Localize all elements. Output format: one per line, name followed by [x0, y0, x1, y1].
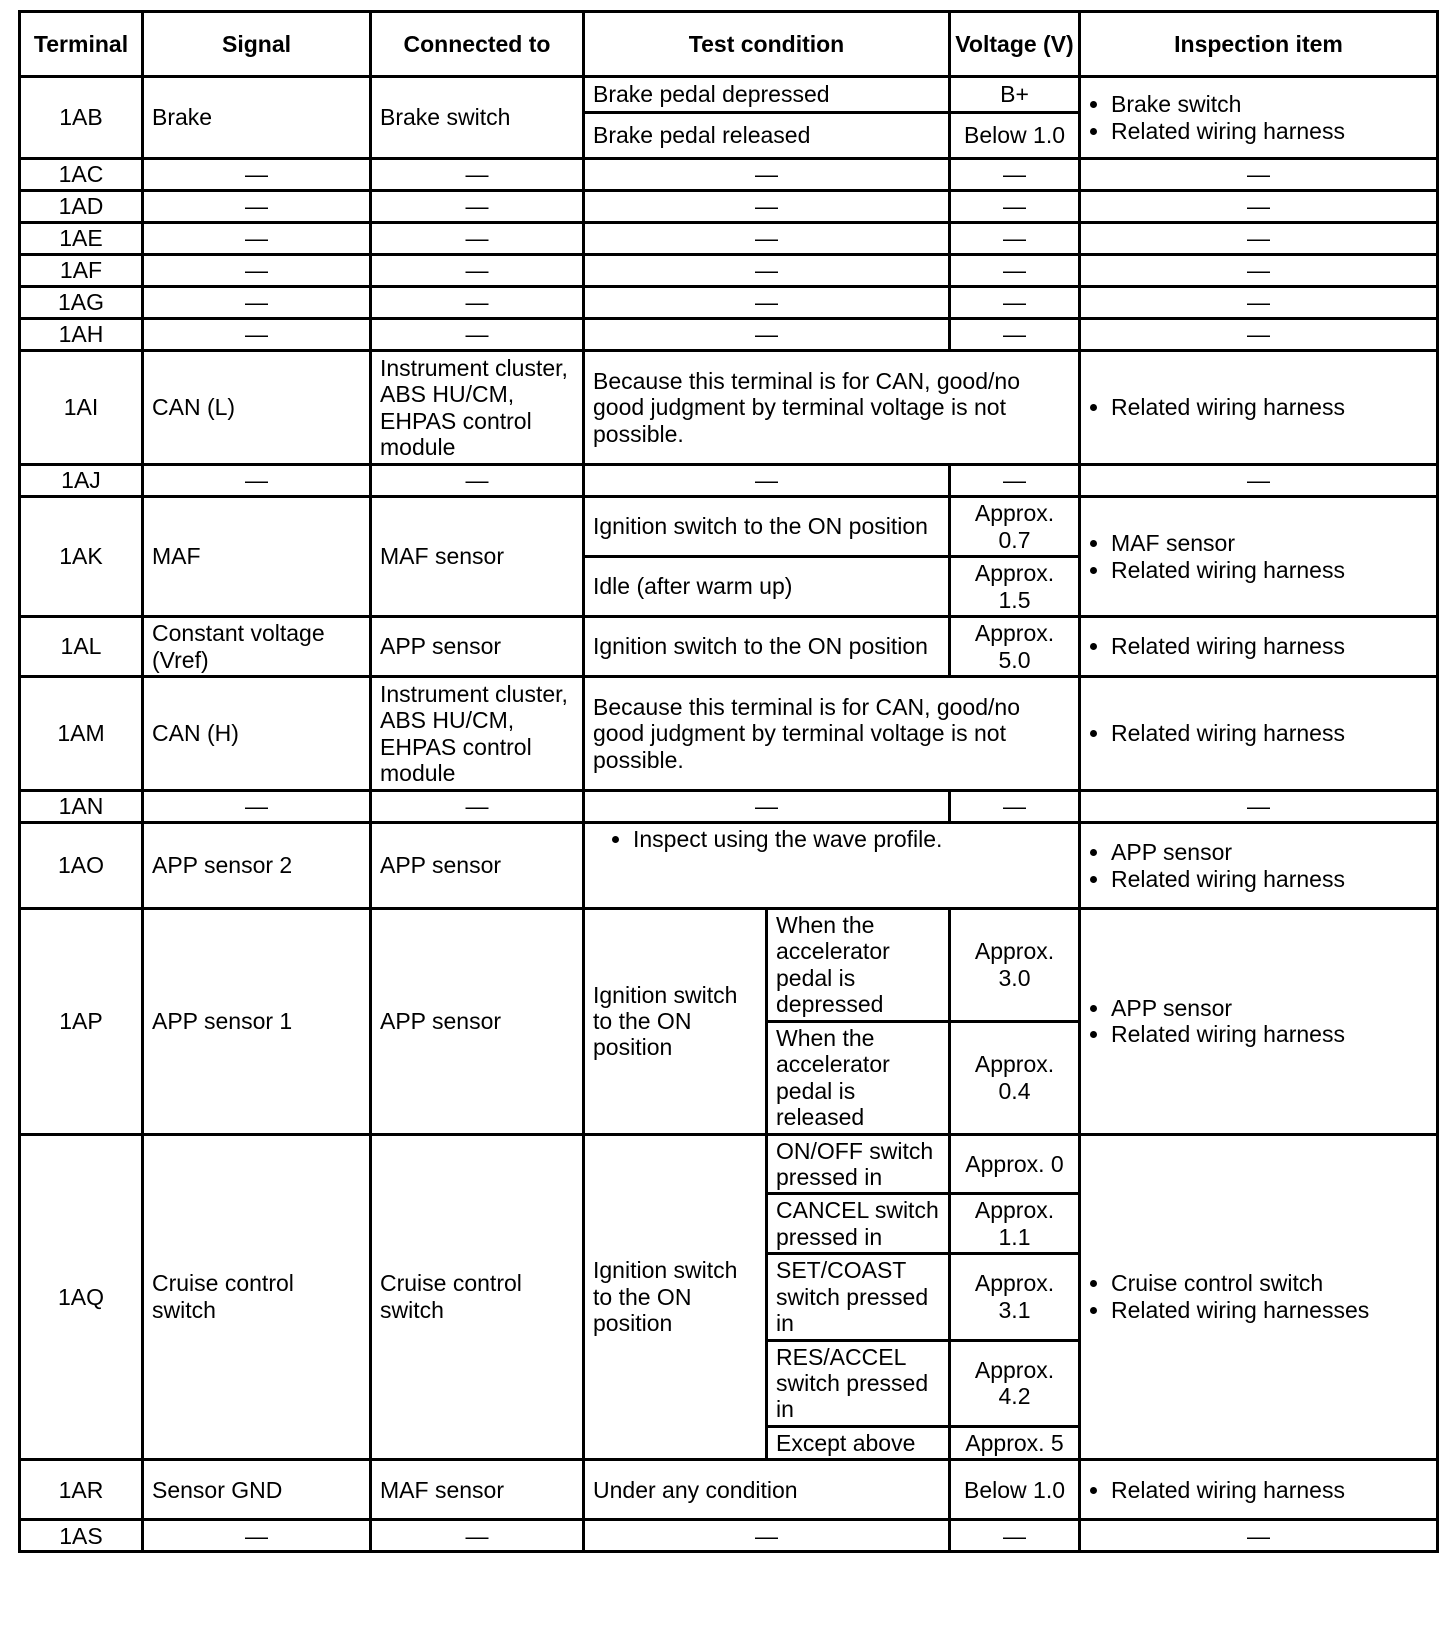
signal-cell: — [143, 791, 371, 823]
terminal-cell: 1AO [20, 823, 143, 909]
connected-cell: — [371, 255, 584, 287]
terminal-cell: 1AI [20, 351, 143, 465]
test-condition-cell: — [584, 191, 950, 223]
signal-cell: CAN (H) [143, 677, 371, 791]
voltage-cell: Below 1.0 [950, 113, 1080, 159]
header-row [20, 12, 1438, 77]
signal-cell: — [143, 1520, 371, 1552]
test-subcondition-cell: When the accelerator pedal is released [767, 1021, 950, 1134]
header-test-condition: Test condition [584, 12, 950, 77]
test-condition-cell: — [584, 791, 950, 823]
inspection-item: • Related wiring harnesses [1111, 1297, 1428, 1323]
inspection-cell: — [1080, 465, 1438, 497]
inspection-item: • APP sensor [1111, 995, 1428, 1021]
connected-cell: — [371, 287, 584, 319]
table-row [20, 1460, 1438, 1520]
inspection-item: • Related wiring harness [1111, 633, 1428, 659]
terminal-cell: 1AB [20, 77, 143, 159]
terminal-cell: 1AE [20, 223, 143, 255]
signal-cell: — [143, 255, 371, 287]
inspection-item: • MAF sensor [1111, 530, 1428, 556]
header-inspection-item: Inspection item [1080, 12, 1438, 77]
signal-cell: — [143, 159, 371, 191]
inspection-cell [1080, 77, 1438, 159]
table-row [20, 823, 1438, 909]
voltage-cell: — [950, 223, 1080, 255]
test-condition-cell: Ignition switch to the ON position [584, 909, 767, 1135]
test-condition-cell: — [584, 1520, 950, 1552]
signal-cell: MAF [143, 497, 371, 617]
header-terminal: Terminal [20, 12, 143, 77]
table-row [20, 465, 1438, 497]
signal-cell: — [143, 287, 371, 319]
terminal-cell: 1AK [20, 497, 143, 617]
voltage-cell: Approx. 3.1 [950, 1254, 1080, 1340]
terminal-cell: 1AQ [20, 1134, 143, 1460]
table-row [20, 287, 1438, 319]
connected-cell: Instrument cluster, ABS HU/CM, EHPAS control module [371, 677, 584, 791]
table-row [20, 617, 1438, 677]
connected-cell: APP sensor [371, 617, 584, 677]
test-condition-item: • Inspect using the wave profile. [633, 826, 1070, 852]
terminal-cell: 1AM [20, 677, 143, 791]
terminal-cell: 1AL [20, 617, 143, 677]
terminal-cell: 1AJ [20, 465, 143, 497]
inspection-item: • Cruise control switch [1111, 1270, 1428, 1296]
table-row [20, 255, 1438, 287]
table-row [20, 159, 1438, 191]
header-voltage: Voltage (V) [950, 12, 1080, 77]
inspection-item: • Related wiring harness [1111, 557, 1428, 583]
connected-cell: — [371, 791, 584, 823]
voltage-cell: — [950, 191, 1080, 223]
voltage-cell: — [950, 319, 1080, 351]
terminal-voltage-table-container [18, 10, 1436, 1553]
test-subcondition-cell: RES/ACCEL switch pressed in [767, 1340, 950, 1426]
table-row [20, 319, 1438, 351]
voltage-cell: Approx. 5.0 [950, 617, 1080, 677]
terminal-cell: 1AC [20, 159, 143, 191]
inspection-item: • Related wiring harness [1111, 118, 1428, 144]
inspection-cell: — [1080, 791, 1438, 823]
inspection-cell: — [1080, 191, 1438, 223]
signal-cell: Sensor GND [143, 1460, 371, 1520]
test-subcondition-cell: ON/OFF switch pressed in [767, 1134, 950, 1194]
test-subcondition-cell: Except above [767, 1426, 950, 1459]
test-condition-cell: — [584, 319, 950, 351]
connected-cell: APP sensor [371, 909, 584, 1135]
terminal-cell: 1AR [20, 1460, 143, 1520]
inspection-cell: — [1080, 255, 1438, 287]
test-condition-cell: Ignition switch to the ON position [584, 1134, 767, 1460]
inspection-cell: — [1080, 319, 1438, 351]
voltage-cell: — [950, 159, 1080, 191]
test-subcondition-cell: CANCEL switch pressed in [767, 1194, 950, 1254]
signal-cell: Cruise control switch [143, 1134, 371, 1460]
test-condition-cell: Brake pedal depressed [584, 77, 950, 113]
test-condition-cell: Brake pedal released [584, 113, 950, 159]
inspection-item: • APP sensor [1111, 839, 1428, 865]
connected-cell: Instrument cluster, ABS HU/CM, EHPAS control module [371, 351, 584, 465]
inspection-cell [1080, 1134, 1438, 1460]
test-condition-cell: — [584, 287, 950, 319]
inspection-cell: — [1080, 159, 1438, 191]
inspection-cell: — [1080, 287, 1438, 319]
inspection-cell: — [1080, 223, 1438, 255]
connected-cell: — [371, 1520, 584, 1552]
test-condition-cell: Under any condition [584, 1460, 950, 1520]
inspection-cell [1080, 351, 1438, 465]
test-condition-cell: — [584, 465, 950, 497]
test-condition-cell: — [584, 159, 950, 191]
voltage-cell: — [950, 1520, 1080, 1552]
inspection-item: • Related wiring harness [1111, 866, 1428, 892]
inspection-item: • Related wiring harness [1111, 720, 1428, 746]
inspection-cell [1080, 823, 1438, 909]
connected-cell: Cruise control switch [371, 1134, 584, 1460]
table-row [20, 223, 1438, 255]
test-condition-cell: Idle (after warm up) [584, 557, 950, 617]
voltage-cell: Approx. 0.4 [950, 1021, 1080, 1134]
voltage-cell: — [950, 287, 1080, 319]
terminal-cell: 1AD [20, 191, 143, 223]
connected-cell: Brake switch [371, 77, 584, 159]
connected-cell: — [371, 159, 584, 191]
voltage-cell: Approx. 0.7 [950, 497, 1080, 557]
terminal-cell: 1AS [20, 1520, 143, 1552]
voltage-cell: Approx. 0 [950, 1134, 1080, 1194]
signal-cell: — [143, 319, 371, 351]
connected-cell: APP sensor [371, 823, 584, 909]
test-condition-cell: Ignition switch to the ON position [584, 617, 950, 677]
test-subcondition-cell: SET/COAST switch pressed in [767, 1254, 950, 1340]
table-row [20, 1134, 1438, 1194]
voltage-cell: — [950, 465, 1080, 497]
connected-cell: — [371, 319, 584, 351]
test-subcondition-cell: When the accelerator pedal is depressed [767, 909, 950, 1022]
test-condition-cell: Because this terminal is for CAN, good/no good judgment by terminal voltage is not possible. [584, 351, 1080, 465]
table-row [20, 1520, 1438, 1552]
terminal-cell: 1AG [20, 287, 143, 319]
inspection-item: • Related wiring harness [1111, 1477, 1428, 1503]
signal-cell: CAN (L) [143, 351, 371, 465]
inspection-cell [1080, 617, 1438, 677]
inspection-cell [1080, 909, 1438, 1135]
voltage-cell: — [950, 791, 1080, 823]
test-condition-cell: Ignition switch to the ON position [584, 497, 950, 557]
voltage-cell: B+ [950, 77, 1080, 113]
voltage-cell: Approx. 1.1 [950, 1194, 1080, 1254]
table-row [20, 909, 1438, 1022]
voltage-cell: Below 1.0 [950, 1460, 1080, 1520]
voltage-cell: Approx. 4.2 [950, 1340, 1080, 1426]
voltage-cell: Approx. 5 [950, 1426, 1080, 1459]
signal-cell: Constant voltage (Vref) [143, 617, 371, 677]
signal-cell: — [143, 191, 371, 223]
terminal-cell: 1AF [20, 255, 143, 287]
connected-cell: MAF sensor [371, 1460, 584, 1520]
inspection-cell [1080, 497, 1438, 617]
connected-cell: MAF sensor [371, 497, 584, 617]
connected-cell: — [371, 465, 584, 497]
signal-cell: APP sensor 1 [143, 909, 371, 1135]
terminal-cell: 1AP [20, 909, 143, 1135]
signal-cell: — [143, 223, 371, 255]
table-row [20, 791, 1438, 823]
header-signal: Signal [143, 12, 371, 77]
signal-cell: APP sensor 2 [143, 823, 371, 909]
table-row [20, 191, 1438, 223]
header-connected-to: Connected to [371, 12, 584, 77]
connected-cell: — [371, 223, 584, 255]
inspection-item: • Brake switch [1111, 91, 1428, 117]
table-row [20, 77, 1438, 113]
table-row [20, 677, 1438, 791]
voltage-cell: — [950, 255, 1080, 287]
test-condition-cell: — [584, 255, 950, 287]
test-condition-cell: — [584, 223, 950, 255]
signal-cell: Brake [143, 77, 371, 159]
signal-cell: — [143, 465, 371, 497]
terminal-cell: 1AN [20, 791, 143, 823]
terminal-cell: 1AH [20, 319, 143, 351]
terminal-voltage-table [18, 10, 1439, 1553]
inspection-item: • Related wiring harness [1111, 394, 1428, 420]
inspection-cell [1080, 677, 1438, 791]
table-row [20, 351, 1438, 465]
inspection-item: • Related wiring harness [1111, 1021, 1428, 1047]
inspection-cell: — [1080, 1520, 1438, 1552]
inspection-cell [1080, 1460, 1438, 1520]
connected-cell: — [371, 191, 584, 223]
test-condition-cell [584, 823, 1080, 909]
voltage-cell: Approx. 3.0 [950, 909, 1080, 1022]
test-condition-cell: Because this terminal is for CAN, good/no good judgment by terminal voltage is not possible. [584, 677, 1080, 791]
voltage-cell: Approx. 1.5 [950, 557, 1080, 617]
table-row [20, 497, 1438, 557]
